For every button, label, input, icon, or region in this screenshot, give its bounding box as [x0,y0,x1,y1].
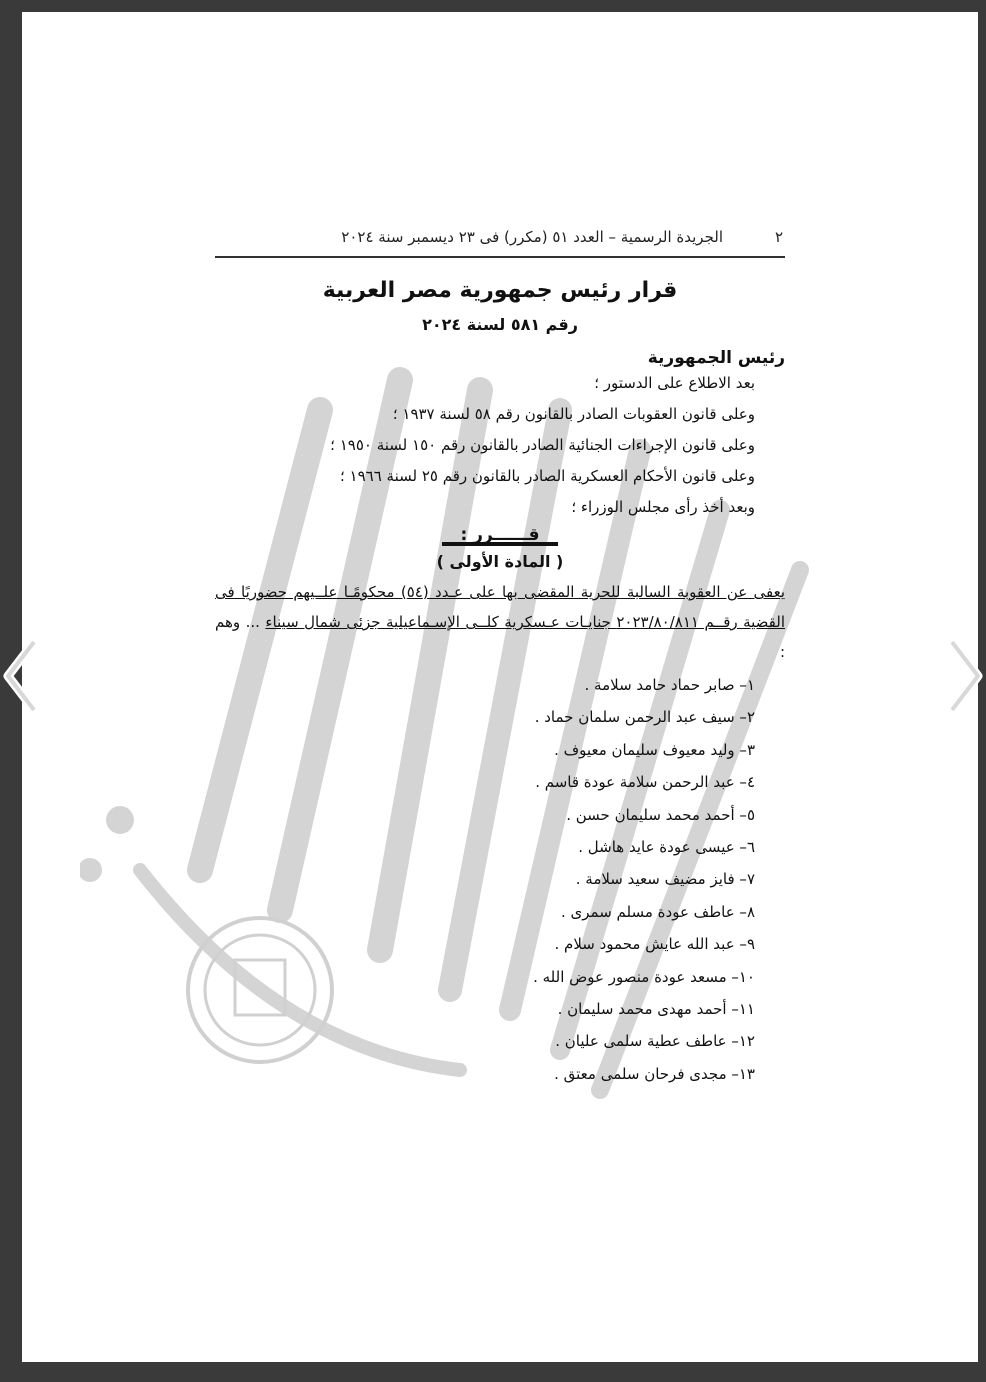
list-item: ٥– أحمد محمد سليمان حسن . [566,805,755,824]
list-item: ٣– وليد معيوف سليمان معيوف . [554,740,755,759]
list-item: ٢– سيف عبد الرحمن سلمان حماد . [534,708,755,727]
next-page-button[interactable] [946,636,986,716]
page-number: ٢ [774,228,783,246]
decision-label: قــــــرر : [442,528,557,546]
previous-page-button[interactable] [0,636,40,716]
preamble-line: وعلى قانون الأحكام العسكرية الصادر بالقانون رقم ٢٥ لسنة ١٩٦٦ ؛ [339,467,755,485]
article-heading: ( المادة الأولى ) [436,552,564,571]
article-body-rest: ... وهم : [215,613,785,661]
chevron-right-icon [946,636,986,716]
names-list [215,669,785,1090]
chevron-left-icon [0,636,40,716]
list-item: ٨– عاطف عودة مسلم سمرى . [560,902,755,921]
document-content [215,228,785,1090]
list-item: ١١– أحمد مهدى محمد سليمان . [557,1000,755,1019]
list-item: ٦– عيسى عودة عايد هاشل . [578,838,755,857]
running-header [215,228,785,258]
list-item: ١– صابر حماد حامد سلامة . [584,676,755,694]
preamble-line: وبعد أخذ رأى مجلس الوزراء ؛ [571,498,755,516]
decision-heading [215,525,785,546]
list-item: ٤– عبد الرحمن سلامة عودة قاسم . [535,773,755,792]
preamble-line: بعد الاطلاع على الدستور ؛ [594,374,755,392]
list-item: ١٣– مجدى فرحان سلمى معتق . [554,1064,755,1083]
list-item: ٧– فايز مضيف سعيد سلامة . [575,870,755,889]
preamble [215,368,785,523]
preamble-line: وعلى قانون الإجراءات الجنائية الصادر بالقانون رقم ١٥٠ لسنة ١٩٥٠ ؛ [330,436,755,454]
article-body-underlined: يعفى عن العقوبة السالبة للحرية المقضى بها على عـدد (٥٤) محكومًـا علــيهم حضوريًا فى القضية رقــم ٢٠٢٣/٨٠/٨١١ جنايـات عـسكرية كلــى الإسـماعيلية جزئى شمال سيناء [215,583,786,631]
decree-number: رقم ٥٨١ لسنة ٢٠٢٤ [422,315,578,334]
decree-title: قرار رئيس جمهورية مصر العربية [322,278,678,303]
preamble-line: وعلى قانون العقوبات الصادر بالقانون رقم ٥٨ لسنة ١٩٣٧ ؛ [392,405,755,423]
list-item: ١٢– عاطف عطية سلمى عليان . [555,1032,755,1051]
article-body [215,577,785,667]
list-item: ٩– عبد الله عايش محمود سلام . [554,935,755,954]
header-text: الجريدة الرسمية – العدد ٥١ (مكرر) فى ٢٣ ديسمبر سنة ٢٠٢٤ [341,228,723,246]
president-label: رئيس الجمهورية [647,348,785,368]
list-item: ١٠– مسعد عودة منصور عوض الله . [533,967,755,986]
